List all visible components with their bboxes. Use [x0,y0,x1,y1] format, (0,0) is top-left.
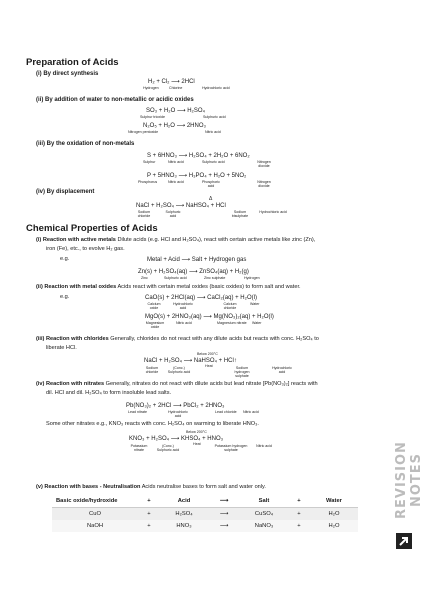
caption: Hydrochloric acid [272,366,292,374]
equation-lead-nitrate: Pb(NO₃)₂ + 2HCl ⟶ PbCl₂ + 2HNO₃ [126,403,225,409]
caption: Nitrogen pentoxide [128,130,159,134]
table-header-cell: Salt [240,495,288,508]
text: iron (Fe), etc., to evolve H₂ gas. [46,246,125,252]
equation-zinc: Zn(s) + H₂SO₄(aq) ⟶ ZnSO₄(aq) + H₂(g) [138,269,249,275]
equation-mgo: MgO(s) + 2HNO₃(aq) ⟶ Mg(NO₃)₂(aq) + H₂O(l) [145,314,274,320]
caption: Sulphur trioxide [140,115,165,119]
caption: Hydrochloric acid [173,302,193,310]
caption: Hydrogen [143,86,159,90]
text: Generally, nitrates do not react with dilute acids but lead nitrate [Pb(NO₃)₂] reacts with [105,381,318,387]
text: Acids neutralise bases to form salt and water only. [141,484,266,490]
table-header-cell: + [288,495,310,508]
text: dil. HCl and dil. H₂SO₄ to form insoluble lead salts. [46,390,172,396]
table-cell: ⟶ [208,508,240,521]
table-cell: CuSO₄ [240,508,288,521]
caption: Potassium nitrate [130,444,148,452]
caption: Sulphuric acid [202,160,225,164]
arrow-up-right-icon [396,533,412,549]
text: Some other nitrates e.g., KNO₃ reacts with conc. H₂SO₄ on warming to liberate HNO₃. [46,421,259,427]
table-header [52,495,358,508]
section-title-properties: Chemical Properties of Acids [26,223,158,234]
caption: Sulphuric acid [203,115,226,119]
caption: Sodium chloride [145,366,159,374]
table-cell: + [288,520,310,532]
equation-kno3: KNO₃ + H₂SO₄ ⟶ KHSO₄ + HNO₃ [129,436,224,442]
caption: Nitric acid [168,180,184,184]
caption: Magnesium oxide [145,321,165,329]
equation-phosphorus: P + 5HNO₃ ⟶ H₃PO₄ + H₂O + 5NO₂ [147,173,247,179]
condition-heat: Δ [209,196,213,202]
eg-label: e.g. [60,294,70,300]
caption: Phosphorus [138,180,158,184]
condition: Below 200°C [197,352,218,356]
condition: Below 200°C [186,430,207,434]
paragraph-active-metals [36,236,386,244]
caption: Nitric acid [205,130,221,134]
equation-displacement: NaCl + H₂SO₄ ⟶ NaHSO₄ + HCl [136,203,226,209]
equation-so3: SO₃ + H₂O ⟶ H₂SO₄ [146,108,205,114]
caption: (Conc.) Sulphuric acid [167,366,191,374]
equation-n2o5: N₂O₅ + H₂O ⟶ 2HNO₃ [143,123,206,129]
revision-notes-label: REVISION NOTES [394,441,424,519]
caption: Nitric acid [243,410,259,414]
table-cell: H₂SO₄ [160,508,208,521]
subheading-displacement: (iv) By displacement [36,189,95,195]
caption: Sodium hydrogen sulphate [234,366,250,378]
caption: Water [250,302,260,306]
section-title-preparation: Preparation of Acids [26,57,119,68]
caption: Nitric acid [256,444,272,448]
paragraph-metal-oxides [36,283,386,291]
table-cell: H₂O [310,520,358,532]
table-cell: HNO₃ [160,520,208,532]
subheading-addition-of-water: (ii) By addition of water to non-metallic or acidic oxides [36,97,194,103]
table-header-cell: + [138,495,160,508]
subheading-oxidation: (iii) By the oxidation of non-metals [36,141,135,147]
paragraph-bases [36,483,391,491]
caption: Sodium bisulphate [231,210,249,218]
caption: Sodium chloride [137,210,151,218]
condition: Heat [205,364,213,368]
table-row [52,520,358,532]
text: Acids react with certain metal oxides (basic oxides) to form salt and water. [117,284,301,290]
equation-nacl: NaCl + H₂SO₄ ⟶ NaHSO₄ + HCl↑ [144,358,237,364]
caption: Lead chloride [215,410,237,414]
table-cell: NaOH [52,520,138,532]
paragraph-nitrates [36,380,391,388]
caption: Nitric acid [176,321,192,325]
caption: Nitrogen dioxide [257,160,271,168]
caption: Lead nitrate [128,410,147,414]
caption: Hydrochloric acid [259,210,287,214]
subheading-nitrates: (iv) Reaction with nitrates [36,381,105,387]
caption: Sulphuric acid [164,276,187,280]
table-row [52,508,358,521]
equation-word: Metal + Acid ⟶ Salt + Hydrogen gas [147,257,247,263]
caption: Sulphur [143,160,156,164]
table-cell: + [138,520,160,532]
caption: Phosphoric acid [202,180,220,188]
caption: Potassium hydrogen sulphate [214,444,248,452]
subheading-metal-oxides: (ii) Reaction with metal oxides [36,284,117,290]
equation-sulphur: S + 6HNO₃ ⟶ H₂SO₄ + 2H₂O + 6NO₂ [147,153,250,159]
eg-label: e.g. [60,256,70,262]
neutralisation-table [52,495,358,532]
table-header-cell: ⟶ [208,495,240,508]
equation-direct-synthesis: H₂ + Cl₂ ⟶ 2HCl [148,79,195,85]
table-cell: NaNO₃ [240,520,288,532]
caption: Calcium chloride [223,302,237,310]
caption: Magnesium nitrate [217,321,247,325]
text: liberate HCl. [46,345,77,351]
text: Dilute acids (e.g. HCl and H₂SO₄), react with certain active metals like zinc (Zn), [117,237,316,243]
caption: Zinc [141,276,148,280]
table-cell: + [138,508,160,521]
table-cell: CuO [52,508,138,521]
paragraph-chlorides [36,335,391,343]
caption: Sulphuric acid [165,210,181,218]
caption: Hydrochloric acid [202,86,230,90]
text: Generally, chlorides do not react with any dilute acids but reacts with conc. H₂SO₄ to [110,336,319,342]
caption: Nitric acid [168,160,184,164]
caption: Zinc sulphate [204,276,226,280]
caption: Nitrogen dioxide [257,180,271,188]
table-header-cell: Water [310,495,358,508]
subheading-chlorides: (iii) Reaction with chlorides [36,336,109,342]
caption: Chlorine [169,86,183,90]
subheading-active-metals: (i) Reaction with active metals [36,237,116,243]
caption: Hydrogen [244,276,260,280]
equation-cao: CaO(s) + 2HCl(aq) ⟶ CaCl₂(aq) + H₂O(l) [145,295,257,301]
caption: Hydrochloric acid [168,410,188,418]
condition: Heat [193,442,201,446]
subheading-bases: (v) Reaction with bases - Neutralisation [36,484,141,490]
caption: (Conc.) Sulphuric acid [156,444,180,452]
caption: Water [252,321,262,325]
caption: Calcium oxide [147,302,161,310]
table-header-cell: Basic oxide/hydroxide [52,495,138,508]
table-cell: ⟶ [208,520,240,532]
table-header-cell: Acid [160,495,208,508]
table-cell: H₂O [310,508,358,521]
subheading-direct-synthesis: (i) By direct synthesis [36,71,99,77]
table-cell: + [288,508,310,521]
